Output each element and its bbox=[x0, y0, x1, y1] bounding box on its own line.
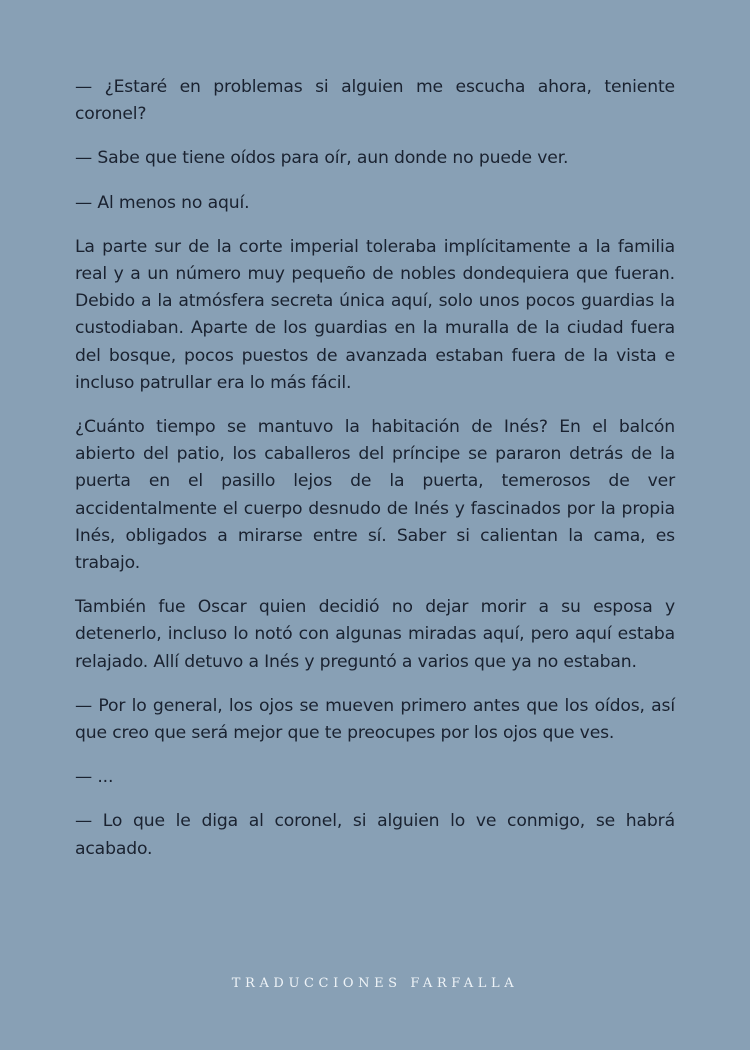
document-body bbox=[75, 74, 675, 880]
dialogue-line: — Lo que le diga al coronel, si alguien lo ve conmigo, se habrá acabado. bbox=[75, 811, 675, 859]
dialogue-line: — Por lo general, los ojos se mueven primero antes que los oídos, así que creo que será mejor que te preocupes por los ojos que ves. bbox=[75, 695, 675, 744]
narrative-paragraph: La parte sur de la corte imperial toleraba implícitamente a la familia real y a un número muy pequeño de nobles dondequiera que fueran. Debido a la atmósfera secreta única aquí, solo unos pocos guardias la custodiaban. Aparte de los guardias en la muralla de la ciudad fuera del bosque, pocos puestos de avanzada estaban fuera de la vista e incluso patrullar era lo más fácil. bbox=[75, 236, 675, 393]
translator-credit: TRADUCCIONES FARFALLA bbox=[231, 976, 519, 991]
narrative-paragraph: ¿Cuánto tiempo se mantuvo la habitación de Inés? En el balcón abierto del patio, los caballeros del príncipe se pararon detrás de la puerta en el pasillo lejos de la puerta, temerosos de ver accidentalmente el cuerpo desnudo de Inés y fascinados por la propia Inés, obligados a mirarse entre sí. Saber si calientan la cama, es trabajo. bbox=[75, 417, 675, 574]
dialogue-line: — ... bbox=[75, 767, 114, 788]
dialogue-line: — ¿Estaré en problemas si alguien me escucha ahora, teniente coronel? bbox=[75, 77, 675, 125]
dialogue-line: — Al menos no aquí. bbox=[75, 192, 250, 213]
narrative-paragraph: También fue Oscar quien decidió no dejar morir a su esposa y detenerlo, incluso lo notó con algunas miradas aquí, pero aquí estaba relajado. Allí detuvo a Inés y preguntó a varios que ya no estaban. bbox=[75, 597, 675, 672]
dialogue-line: — Sabe que tiene oídos para oír, aun donde no puede ver. bbox=[75, 148, 569, 169]
